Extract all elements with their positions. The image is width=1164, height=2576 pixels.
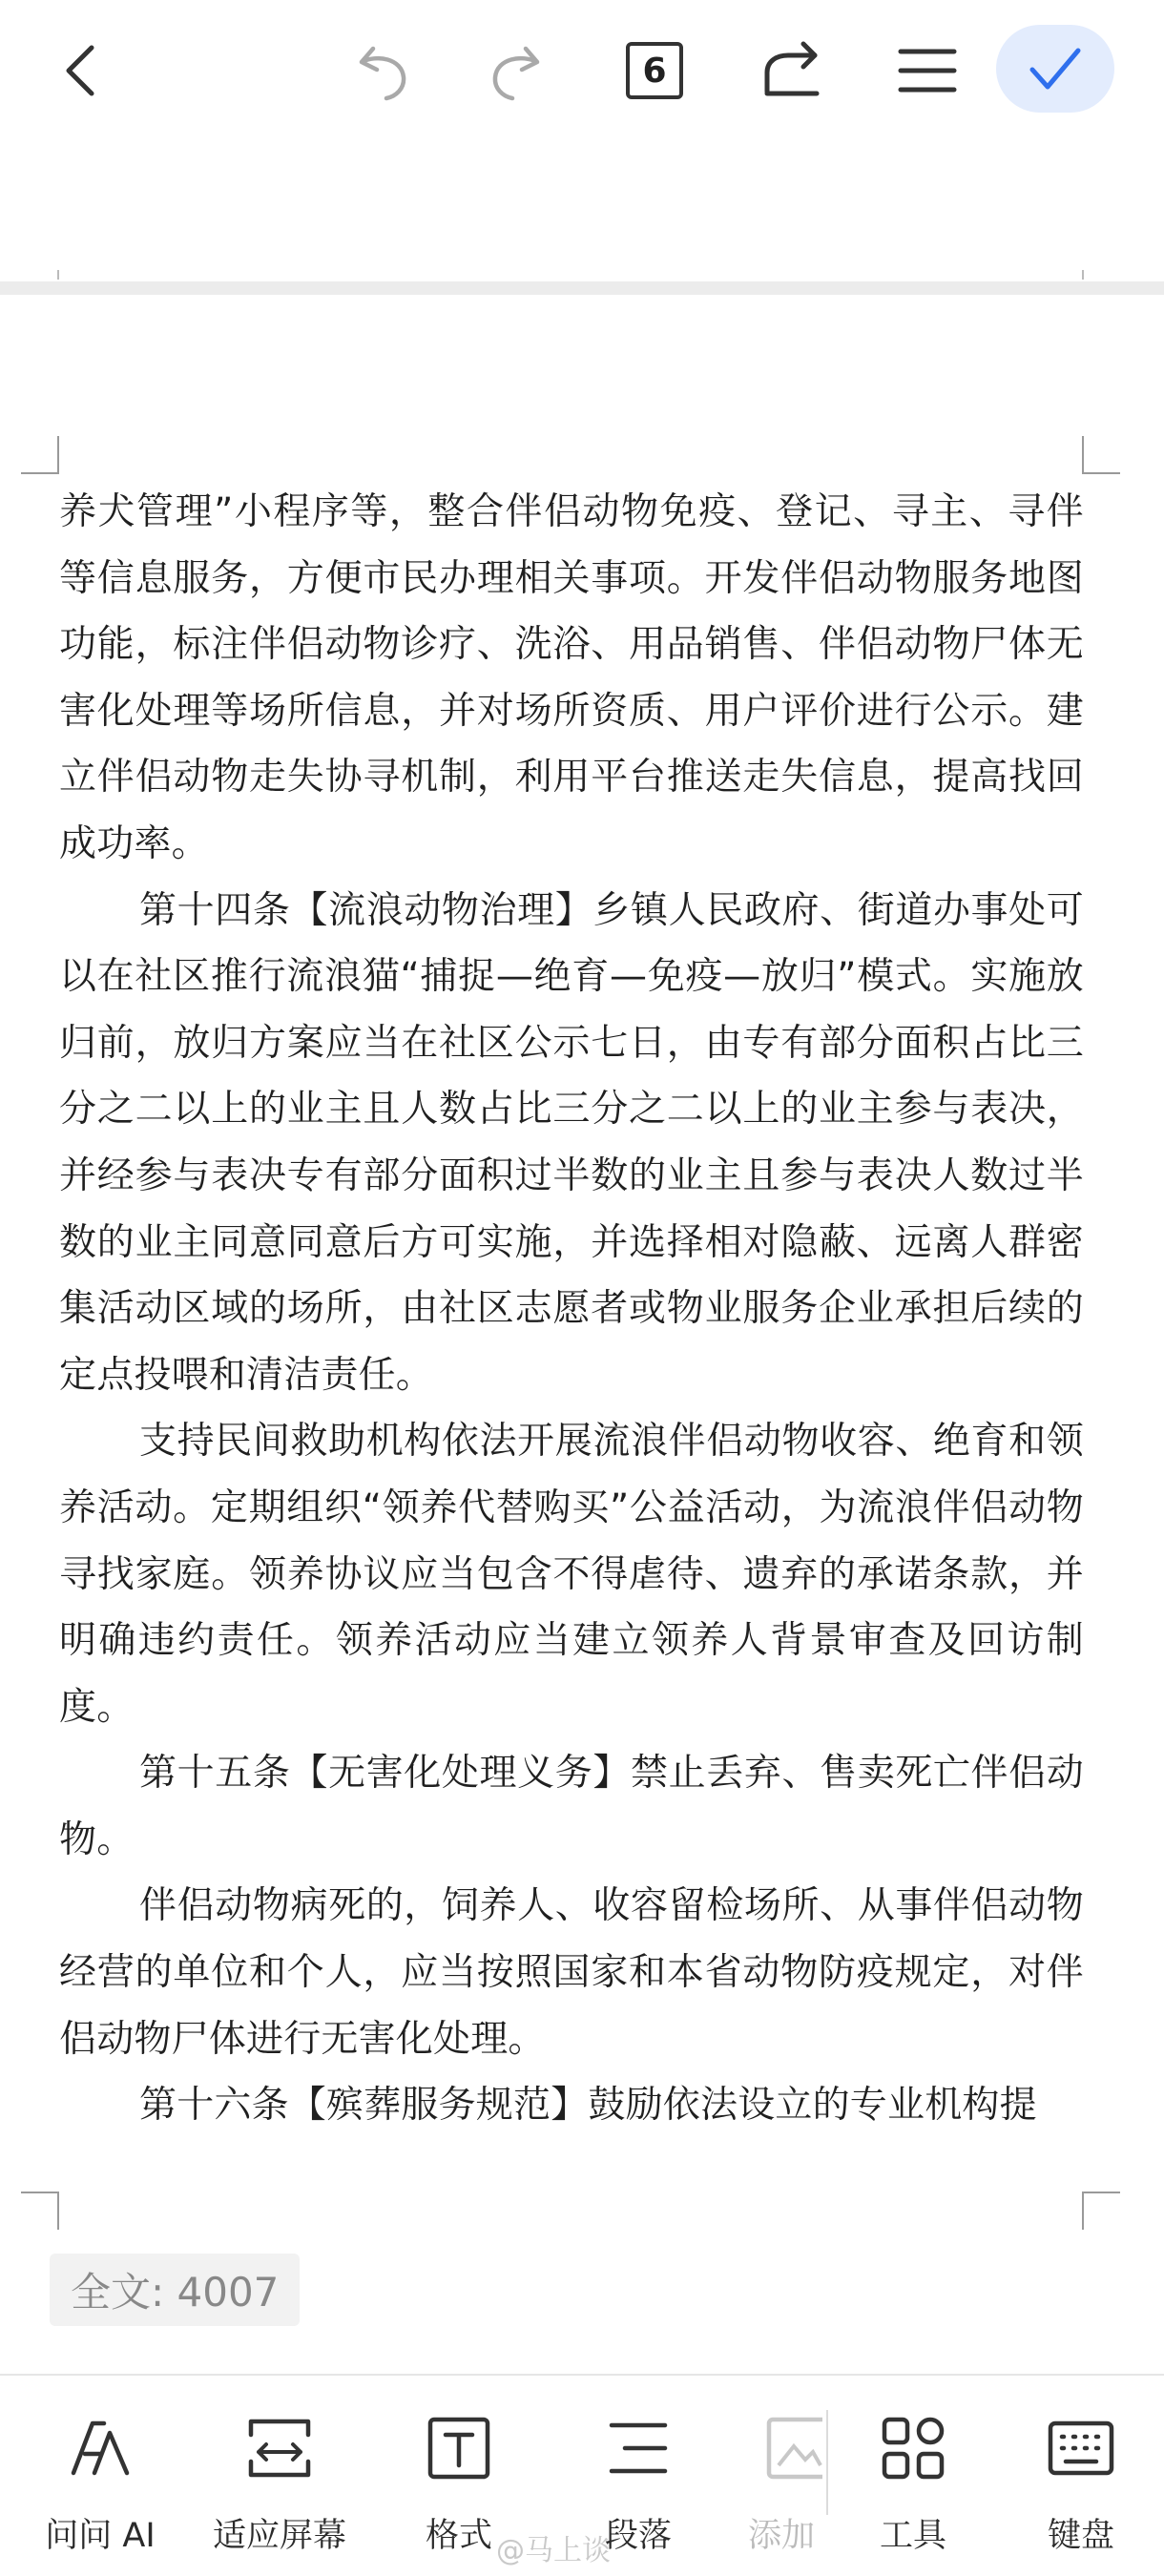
toolbar-divider [826, 2410, 828, 2515]
page-corner-mark [21, 2192, 59, 2230]
back-button[interactable] [36, 25, 128, 116]
keyboard-icon [1047, 2414, 1115, 2483]
page-margin-mark [1082, 270, 1084, 280]
keyboard-label: 键盘 [1047, 2517, 1114, 2555]
tools-label: 工具 [879, 2517, 946, 2555]
ask-ai-button[interactable] [19, 2376, 181, 2576]
paragraph[interactable]: 养犬管理”小程序等，整合伴侣动物免疫、登记、寻主、寻伴等信息服务，方便市民办理相关事项。开发伴侣动物服务地图功能，标注伴侣动物诊疗、洗浴、用品销售、伴侣动物尸体无害化处理等场所信息，并对场所资质、用户评价进行公示。建立伴侣动物走失协寻机制，利用平台推送走失信息，提高找回成功率。 [59, 490, 1084, 865]
format-icon [425, 2414, 493, 2483]
previous-page [0, 138, 1164, 281]
paragraph-label: 段落 [604, 2517, 672, 2555]
tools-icon [879, 2414, 947, 2483]
ask-ai-label: 问问 AI [45, 2517, 156, 2555]
back-icon [53, 42, 111, 99]
page-corner-mark [1082, 436, 1120, 474]
top-toolbar [0, 0, 1164, 138]
check-icon [1029, 45, 1082, 93]
menu-icon [897, 42, 958, 99]
fit-screen-icon [245, 2414, 314, 2483]
share-icon [758, 36, 826, 105]
redo-icon [484, 37, 551, 104]
paragraph[interactable]: 支持民间救助机构依法开展流浪伴侣动物收容、绝育和领养活动。定期组织“领养代替购买”公益活动，为流浪伴侣动物寻找家庭。领养协议应当包含不得虐待、遗弃的承诺条款，并明确违约责任。领养活动应当建立领养人背景审查及回访制度。 [59, 1420, 1084, 1729]
paragraph-icon [604, 2414, 673, 2483]
word-count-badge: 全文: 4007 [50, 2254, 300, 2326]
paragraph[interactable]: 第十五条【无害化处理义务】禁止丢弃、售卖死亡伴侣动物。 [59, 1752, 1084, 1861]
done-button[interactable] [996, 25, 1114, 113]
page-count-button[interactable] [609, 25, 700, 116]
share-button[interactable] [746, 25, 838, 116]
page-separator [0, 281, 1164, 295]
watermark-text: @马上谈 [496, 2534, 611, 2567]
tools-button[interactable] [832, 2376, 994, 2576]
fit-screen-label: 适应屏幕 [212, 2517, 346, 2555]
paragraph[interactable]: 第十六条【殡葬服务规范】鼓励依法设立的专业机构提 [139, 2084, 1037, 2128]
keyboard-button[interactable] [1000, 2376, 1162, 2576]
paragraph[interactable]: 伴侣动物病死的，饲养人、收容留检场所、从事伴侣动物经营的单位和个人，应当按照国家和本省动物防疫规定，对伴侣动物尸体进行无害化处理。 [59, 1884, 1084, 2061]
undo-button[interactable] [336, 25, 427, 116]
ai-icon [66, 2414, 135, 2483]
add-button[interactable] [717, 2376, 822, 2576]
page-count-value: 6 [642, 51, 667, 91]
add-image-icon [763, 2414, 822, 2483]
page-corner-mark [21, 436, 59, 474]
redo-button[interactable] [471, 25, 563, 116]
page-corner-mark [1082, 2192, 1120, 2230]
add-label: 添加 [748, 2517, 816, 2555]
document-body[interactable] [59, 479, 1084, 2139]
page-margin-mark [57, 270, 59, 280]
menu-button[interactable] [882, 25, 973, 116]
undo-icon [348, 37, 415, 104]
page-count-icon [626, 42, 683, 99]
format-label: 格式 [425, 2517, 492, 2555]
fit-screen-button[interactable] [198, 2376, 361, 2576]
paragraph[interactable]: 第十四条【流浪动物治理】乡镇人民政府、街道办事处可以在社区推行流浪猫“捕捉—绝育—免疫—放归”模式。实施放归前，放归方案应当在社区公示七日，由专有部分面积占比三分之二以上的业主且人数占比三分之二以上的业主参与表决，并经参与表决专有部分面积过半数的业主且参与表决人数过半数的业主同意同意后方可实施，并选择相对隐蔽、远离人群密集活动区域的场所，由社区志愿者或物业服务企业承担后续的定点投喂和清洁责任。 [59, 888, 1084, 1397]
